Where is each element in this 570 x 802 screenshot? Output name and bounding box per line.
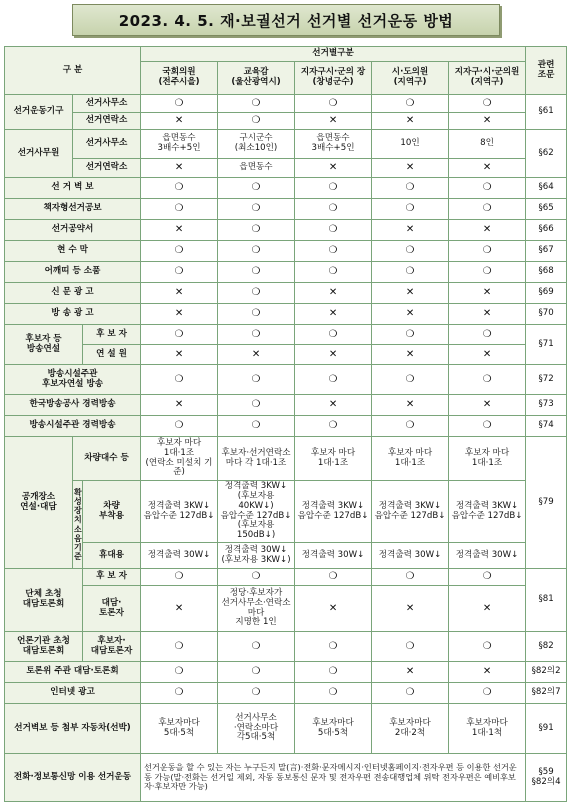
allowed-mark: ❍ (218, 304, 295, 325)
allowed-mark: ❍ (141, 632, 218, 662)
value-cell: 후보자마다 2대·2척 (372, 704, 449, 754)
allowed-mark: ❍ (295, 365, 372, 395)
row-label: 선거공약서 (5, 220, 141, 241)
header-election-column: 지자구시·군의 장 (창녕군수) (295, 62, 372, 95)
table-row (5, 113, 567, 130)
row-label: 한국방송공사 경력방송 (5, 395, 141, 416)
article-ref: §82의2 (526, 662, 567, 683)
not-allowed-mark: ✕ (372, 283, 449, 304)
not-allowed-mark: ✕ (295, 113, 372, 130)
row-label: 후보자 등 방송연설 (5, 325, 83, 365)
not-allowed-mark: ✕ (218, 345, 295, 365)
table-row (5, 262, 567, 283)
allowed-mark: ❍ (372, 262, 449, 283)
table-row (5, 683, 567, 704)
row-label: 선거사무원 (5, 130, 73, 178)
not-allowed-mark: ✕ (141, 113, 218, 130)
allowed-mark: ❍ (218, 95, 295, 113)
sub-label: 선거연락소 (73, 159, 141, 178)
allowed-mark: ❍ (449, 262, 526, 283)
not-allowed-mark: ✕ (295, 283, 372, 304)
allowed-mark: ❍ (372, 178, 449, 199)
article-ref: §59 §82의4 (526, 754, 567, 802)
article-ref: §74 (526, 416, 567, 437)
article-ref: §67 (526, 241, 567, 262)
not-allowed-mark: ✕ (141, 304, 218, 325)
allowed-mark: ❍ (295, 241, 372, 262)
campaign-methods-table (4, 46, 567, 802)
allowed-mark: ❍ (218, 632, 295, 662)
table-row (5, 704, 567, 754)
sub-label: 선거사무소 (73, 95, 141, 113)
not-allowed-mark: ✕ (449, 283, 526, 304)
header-row (5, 47, 567, 62)
allowed-mark: ❍ (295, 569, 372, 586)
value-cell: 정격출력 30W↓ (141, 543, 218, 569)
sub-label: 대담· 토론자 (83, 586, 141, 632)
sub-label: 차량 부착용 (83, 481, 141, 543)
table-row (5, 199, 567, 220)
value-cell: 정격출력 3KW↓ 음압수준 127dB↓ (295, 481, 372, 543)
value-cell: 구시군수 (최소10인) (218, 130, 295, 159)
sub-label: 차량대수 등 (73, 437, 141, 481)
allowed-mark: ❍ (372, 365, 449, 395)
table-row (5, 345, 567, 365)
allowed-mark: ❍ (141, 241, 218, 262)
allowed-mark: ❍ (449, 325, 526, 345)
table-row (5, 178, 567, 199)
article-ref: §82의7 (526, 683, 567, 704)
header-election-column: 시·도의원 (지역구) (372, 62, 449, 95)
table-row (5, 662, 567, 683)
phone-internet-note: 선거운동을 할 수 있는 자는 누구든지 말(言)·전화·문자메시지·인터넷홈페이지·전자우편 등 이용한 선거운동 가능(말·전화는 선거일 제외, 자동 동보통신 문자 및 전자우편 전송대행업체 위탁 전자우편은 예비후보자·후보자만 가능) (141, 754, 526, 802)
table-row (5, 241, 567, 262)
value-cell: 후보자 마다 1대·1조 (372, 437, 449, 481)
not-allowed-mark: ✕ (449, 304, 526, 325)
table-row (5, 220, 567, 241)
not-allowed-mark: ✕ (372, 159, 449, 178)
value-cell: 선거사무소 ·연락소마다 각5대·5척 (218, 704, 295, 754)
row-label: 전화·정보통신망 이용 선거운동 (5, 754, 141, 802)
allowed-mark: ❍ (141, 569, 218, 586)
allowed-mark: ❍ (449, 95, 526, 113)
header-election-column: 교육감 (울산광역시) (218, 62, 295, 95)
not-allowed-mark: ✕ (449, 159, 526, 178)
value-cell: 후보자마다 5대·5척 (295, 704, 372, 754)
allowed-mark: ❍ (295, 632, 372, 662)
header-election-column: 국회의원 (전주시을) (141, 62, 218, 95)
allowed-mark: ❍ (141, 95, 218, 113)
allowed-mark: ❍ (218, 395, 295, 416)
article-ref: §72 (526, 365, 567, 395)
value-cell: 8인 (449, 130, 526, 159)
header-related-articles: 관련 조문 (526, 47, 567, 95)
article-ref: §73 (526, 395, 567, 416)
value-cell: 정격출력 30W↓ (372, 543, 449, 569)
not-allowed-mark: ✕ (295, 586, 372, 632)
allowed-mark: ❍ (372, 325, 449, 345)
allowed-mark: ❍ (141, 262, 218, 283)
table-row (5, 395, 567, 416)
article-ref: §70 (526, 304, 567, 325)
value-cell: 정격출력 3KW↓ 음압수준 127dB↓ (141, 481, 218, 543)
header-category: 구 분 (5, 47, 141, 95)
value-cell: 정당·후보자가 선거사무소·연락소마다 지명한 1인 (218, 586, 295, 632)
allowed-mark: ❍ (141, 662, 218, 683)
allowed-mark: ❍ (372, 569, 449, 586)
allowed-mark: ❍ (218, 241, 295, 262)
allowed-mark: ❍ (295, 262, 372, 283)
article-ref: §65 (526, 199, 567, 220)
value-cell: 읍면동수 3배수+5인 (295, 130, 372, 159)
allowed-mark: ❍ (218, 283, 295, 304)
article-ref: §71 (526, 325, 567, 365)
allowed-mark: ❍ (141, 683, 218, 704)
table-row (5, 481, 567, 543)
value-cell: 정격출력 30W↓ (295, 543, 372, 569)
allowed-mark: ❍ (372, 632, 449, 662)
allowed-mark: ❍ (449, 683, 526, 704)
not-allowed-mark: ✕ (141, 586, 218, 632)
allowed-mark: ❍ (295, 220, 372, 241)
value-cell: 읍면동수 (218, 159, 295, 178)
allowed-mark: ❍ (218, 262, 295, 283)
row-label: 어깨띠 등 소품 (5, 262, 141, 283)
allowed-mark: ❍ (372, 241, 449, 262)
row-label: 책자형선거공보 (5, 199, 141, 220)
not-allowed-mark: ✕ (141, 159, 218, 178)
article-ref: §69 (526, 283, 567, 304)
not-allowed-mark: ✕ (449, 395, 526, 416)
allowed-mark: ❍ (218, 416, 295, 437)
not-allowed-mark: ✕ (141, 283, 218, 304)
allowed-mark: ❍ (372, 199, 449, 220)
not-allowed-mark: ✕ (449, 345, 526, 365)
allowed-mark: ❍ (295, 325, 372, 345)
allowed-mark: ❍ (218, 662, 295, 683)
not-allowed-mark: ✕ (295, 395, 372, 416)
not-allowed-mark: ✕ (141, 345, 218, 365)
allowed-mark: ❍ (141, 199, 218, 220)
value-cell: 정격출력 3KW↓ (후보자용 40KW↓) 음압수준 127dB↓ (후보자용150dB↓) (218, 481, 295, 543)
article-ref: §64 (526, 178, 567, 199)
not-allowed-mark: ✕ (449, 113, 526, 130)
header-election-types: 선거별구분 (141, 47, 526, 62)
allowed-mark: ❍ (218, 199, 295, 220)
table-row (5, 283, 567, 304)
allowed-mark: ❍ (372, 416, 449, 437)
allowed-mark: ❍ (218, 325, 295, 345)
sub-label: 확성장치 소음기준 (73, 481, 83, 569)
value-cell: 정격출력 3KW↓ 음압수준 127dB↓ (372, 481, 449, 543)
sub-label: 후 보 자 (83, 569, 141, 586)
value-cell: 후보자·선거연락소 마다 각 1대·1조 (218, 437, 295, 481)
allowed-mark: ❍ (449, 365, 526, 395)
row-label: 단체 초청 대담토론회 (5, 569, 83, 632)
not-allowed-mark: ✕ (295, 345, 372, 365)
table-row (5, 365, 567, 395)
allowed-mark: ❍ (295, 199, 372, 220)
allowed-mark: ❍ (449, 416, 526, 437)
row-label: 공개장소 연설·대담 (5, 437, 73, 569)
article-ref: §62 (526, 130, 567, 178)
sub-label: 휴대용 (83, 543, 141, 569)
row-label: 언론기관 초청 대담토론회 (5, 632, 83, 662)
not-allowed-mark: ✕ (141, 395, 218, 416)
allowed-mark: ❍ (295, 95, 372, 113)
article-ref: §79 (526, 437, 567, 569)
allowed-mark: ❍ (449, 241, 526, 262)
allowed-mark: ❍ (218, 365, 295, 395)
table-row (5, 632, 567, 662)
value-cell: 정격출력 30W↓ (449, 543, 526, 569)
not-allowed-mark: ✕ (295, 159, 372, 178)
row-label: 선거운동기구 (5, 95, 73, 130)
allowed-mark: ❍ (449, 632, 526, 662)
allowed-mark: ❍ (295, 662, 372, 683)
article-ref: §61 (526, 95, 567, 130)
value-cell: 후보자 마다 1대·1조 (연락소 미설치 기준) (141, 437, 218, 481)
table-row (5, 130, 567, 159)
not-allowed-mark: ✕ (449, 220, 526, 241)
page-title: 2023. 4. 5. 재·보궐선거 선거별 선거운동 방법 (72, 4, 500, 36)
allowed-mark: ❍ (218, 220, 295, 241)
row-label: 선거벽보 등 첨부 자동차(선박) (5, 704, 141, 754)
value-cell: 후보자마다 1대·1척 (449, 704, 526, 754)
table-row (5, 586, 567, 632)
article-ref: §66 (526, 220, 567, 241)
article-ref: §81 (526, 569, 567, 632)
row-label: 방 송 광 고 (5, 304, 141, 325)
row-label: 신 문 광 고 (5, 283, 141, 304)
allowed-mark: ❍ (141, 416, 218, 437)
value-cell: 읍면동수 3배수+5인 (141, 130, 218, 159)
row-label: 선 거 벽 보 (5, 178, 141, 199)
allowed-mark: ❍ (218, 569, 295, 586)
header-election-column: 지자구·시·군의원 (지역구) (449, 62, 526, 95)
value-cell: 정격출력 3KW↓ 음압수준 127dB↓ (449, 481, 526, 543)
allowed-mark: ❍ (372, 95, 449, 113)
sub-label: 후보자· 대담토론자 (83, 632, 141, 662)
not-allowed-mark: ✕ (372, 345, 449, 365)
allowed-mark: ❍ (141, 365, 218, 395)
allowed-mark: ❍ (141, 178, 218, 199)
table-row (5, 95, 567, 113)
not-allowed-mark: ✕ (295, 304, 372, 325)
value-cell: 후보자마다 5대·5척 (141, 704, 218, 754)
row-label: 인터넷 광고 (5, 683, 141, 704)
table-row (5, 159, 567, 178)
row-label: 방송시설주관 후보자연설 방송 (5, 365, 141, 395)
not-allowed-mark: ✕ (372, 113, 449, 130)
allowed-mark: ❍ (218, 683, 295, 704)
not-allowed-mark: ✕ (372, 662, 449, 683)
article-ref: §82 (526, 632, 567, 662)
table-row (5, 437, 567, 481)
row-label: 방송시설주관 경력방송 (5, 416, 141, 437)
row-label: 토론위 주관 대담·토론회 (5, 662, 141, 683)
allowed-mark: ❍ (141, 325, 218, 345)
allowed-mark: ❍ (449, 178, 526, 199)
article-ref: §68 (526, 262, 567, 283)
allowed-mark: ❍ (218, 113, 295, 130)
not-allowed-mark: ✕ (372, 220, 449, 241)
not-allowed-mark: ✕ (449, 662, 526, 683)
not-allowed-mark: ✕ (372, 304, 449, 325)
value-cell: 정격출력 30W↓ (후보자용 3KW↓) (218, 543, 295, 569)
value-cell: 10인 (372, 130, 449, 159)
sub-label: 후 보 자 (83, 325, 141, 345)
table-row (5, 569, 567, 586)
allowed-mark: ❍ (295, 178, 372, 199)
not-allowed-mark: ✕ (372, 395, 449, 416)
table-row (5, 416, 567, 437)
table-row (5, 325, 567, 345)
sub-label: 선거사무소 (73, 130, 141, 159)
not-allowed-mark: ✕ (372, 586, 449, 632)
not-allowed-mark: ✕ (141, 220, 218, 241)
table-row (5, 304, 567, 325)
allowed-mark: ❍ (295, 683, 372, 704)
allowed-mark: ❍ (449, 569, 526, 586)
row-label: 현 수 막 (5, 241, 141, 262)
value-cell: 후보자 마다 1대·1조 (449, 437, 526, 481)
value-cell: 후보자 마다 1대·1조 (295, 437, 372, 481)
allowed-mark: ❍ (218, 178, 295, 199)
not-allowed-mark: ✕ (449, 586, 526, 632)
allowed-mark: ❍ (372, 683, 449, 704)
allowed-mark: ❍ (295, 416, 372, 437)
table-row (5, 543, 567, 569)
sub-label: 연 설 원 (83, 345, 141, 365)
sub-label: 선거연락소 (73, 113, 141, 130)
article-ref: §91 (526, 704, 567, 754)
allowed-mark: ❍ (449, 199, 526, 220)
